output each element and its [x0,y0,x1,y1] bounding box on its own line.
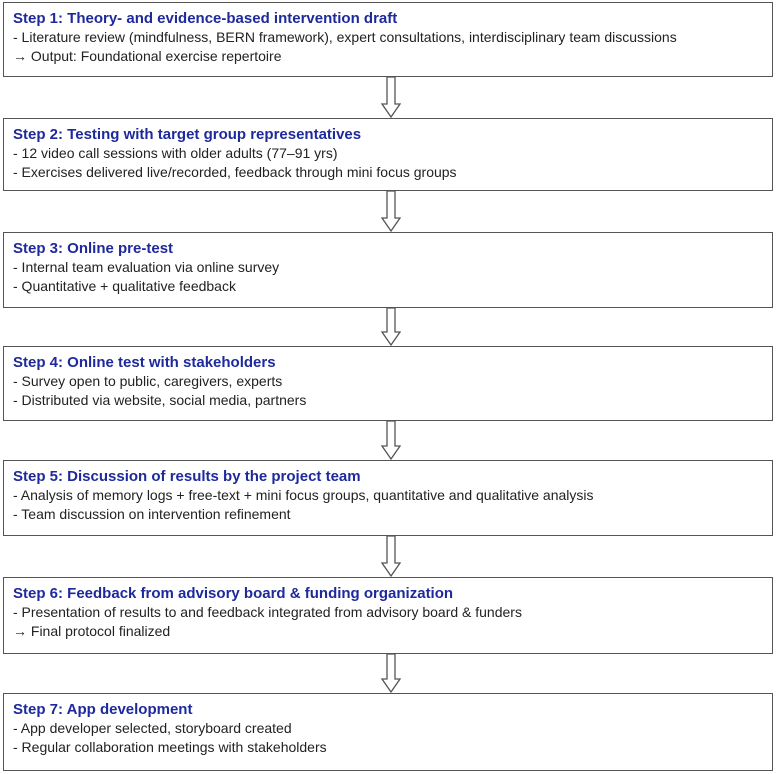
step-detail: - Internal team evaluation via online survey [13,259,280,275]
step-detail: - Team discussion on intervention refinement [13,506,291,522]
step-box-7 [3,693,773,771]
step-box-1 [3,2,773,77]
down-arrow-icon [381,654,401,693]
step-box-2 [3,118,773,191]
step-detail: - Survey open to public, caregivers, experts [13,373,283,389]
step-detail: - 12 video call sessions with older adults (77–91 yrs) [13,145,338,161]
step-detail: - Analysis of memory logs + free-text + mini focus groups, quantitative and qualitative analysis [13,487,594,503]
step-detail: - Presentation of results to and feedback integrated from advisory board & funders [13,604,522,620]
step-title: Step 7: App development [13,701,193,718]
down-arrow-icon [381,191,401,232]
step-title: Step 3: Online pre-test [13,240,174,257]
step-detail: - Quantitative + qualitative feedback [13,278,236,294]
step-title: Step 4: Online test with stakeholders [13,354,276,371]
step-box-4 [3,346,773,421]
down-arrow-icon [381,77,401,118]
step-detail: - Literature review (mindfulness, BERN framework), expert consultations, interdisciplinary team discussions [13,29,677,45]
step-detail: → Output: Foundational exercise repertoire [13,48,282,64]
step-box-6 [3,577,773,654]
step-detail: - Exercises delivered live/recorded, feedback through mini focus groups [13,164,457,180]
down-arrow-icon [381,421,401,460]
step-detail: - Regular collaboration meetings with stakeholders [13,739,327,755]
step-title: Step 1: Theory- and evidence-based intervention draft [13,10,398,27]
step-box-3 [3,232,773,308]
step-detail: → Final protocol finalized [13,623,171,639]
step-box-5 [3,460,773,536]
step-title: Step 2: Testing with target group representatives [13,126,362,143]
step-title: Step 5: Discussion of results by the project team [13,468,361,485]
step-detail: - Distributed via website, social media, partners [13,392,307,408]
down-arrow-icon [381,536,401,577]
step-title: Step 6: Feedback from advisory board & funding organization [13,585,454,602]
down-arrow-icon [381,308,401,346]
step-detail: - App developer selected, storyboard created [13,720,292,736]
